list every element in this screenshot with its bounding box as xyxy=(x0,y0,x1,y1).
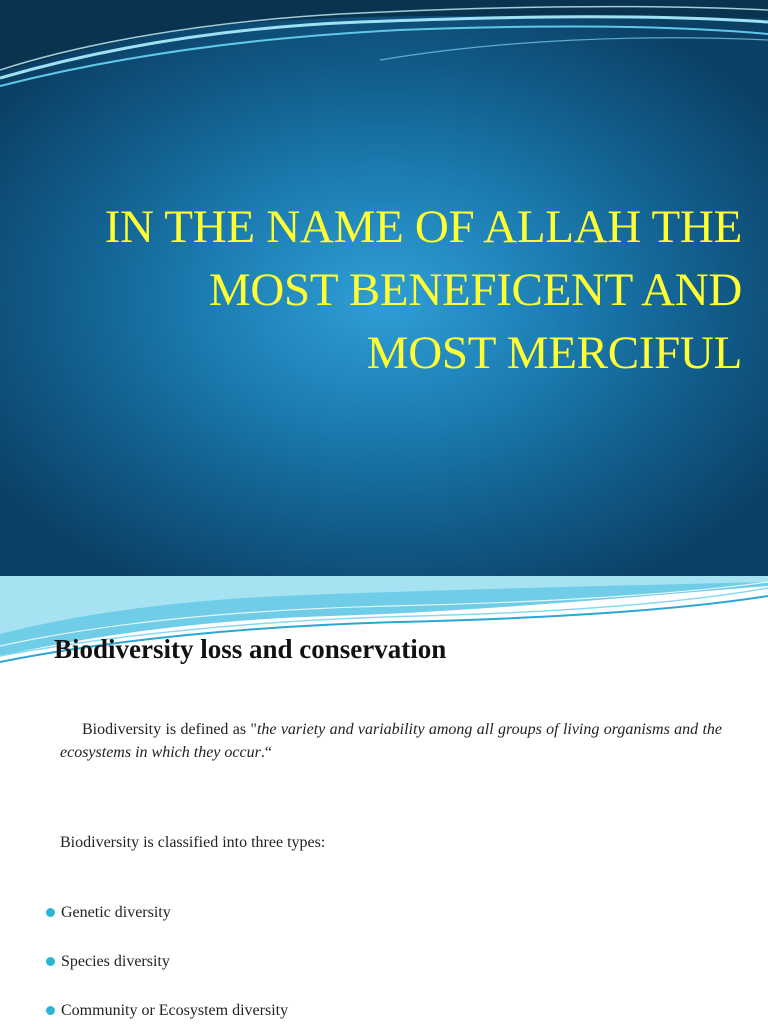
quote-close: .“ xyxy=(260,744,272,761)
title-line-1: IN THE NAME OF ALLAH THE xyxy=(104,201,742,253)
list-item-genetic xyxy=(46,904,288,953)
bullet-icon xyxy=(46,908,55,917)
list-item-label: Genetic diversity xyxy=(61,904,171,921)
title-line-3: MOST MERCIFUL xyxy=(366,327,742,379)
slide-heading: Biodiversity loss and conservation xyxy=(54,634,447,664)
list-item-label: Community or Ecosystem diversity xyxy=(61,1002,289,1019)
bullet-icon xyxy=(46,1006,55,1015)
definition-lead: Biodiversity is defined as xyxy=(82,721,247,738)
classification-intro: Biodiversity is classified into three types: xyxy=(60,834,326,851)
decorative-waves-top xyxy=(0,0,768,110)
slide-title xyxy=(22,196,742,385)
definition-quote: the variety and variability among all groups of living organisms and the ecosystems in which they occur xyxy=(60,721,722,761)
definition-paragraph xyxy=(60,718,722,764)
list-item-ecosystem xyxy=(46,1002,288,1024)
diversity-types-list xyxy=(46,904,288,1024)
title-line-2: MOST BENEFICENT AND xyxy=(208,264,742,316)
bullet-icon xyxy=(46,957,55,966)
quote-open: " xyxy=(250,721,257,738)
list-item-label: Species diversity xyxy=(61,953,170,970)
list-item-species xyxy=(46,953,288,1002)
content-slide xyxy=(0,576,768,1024)
